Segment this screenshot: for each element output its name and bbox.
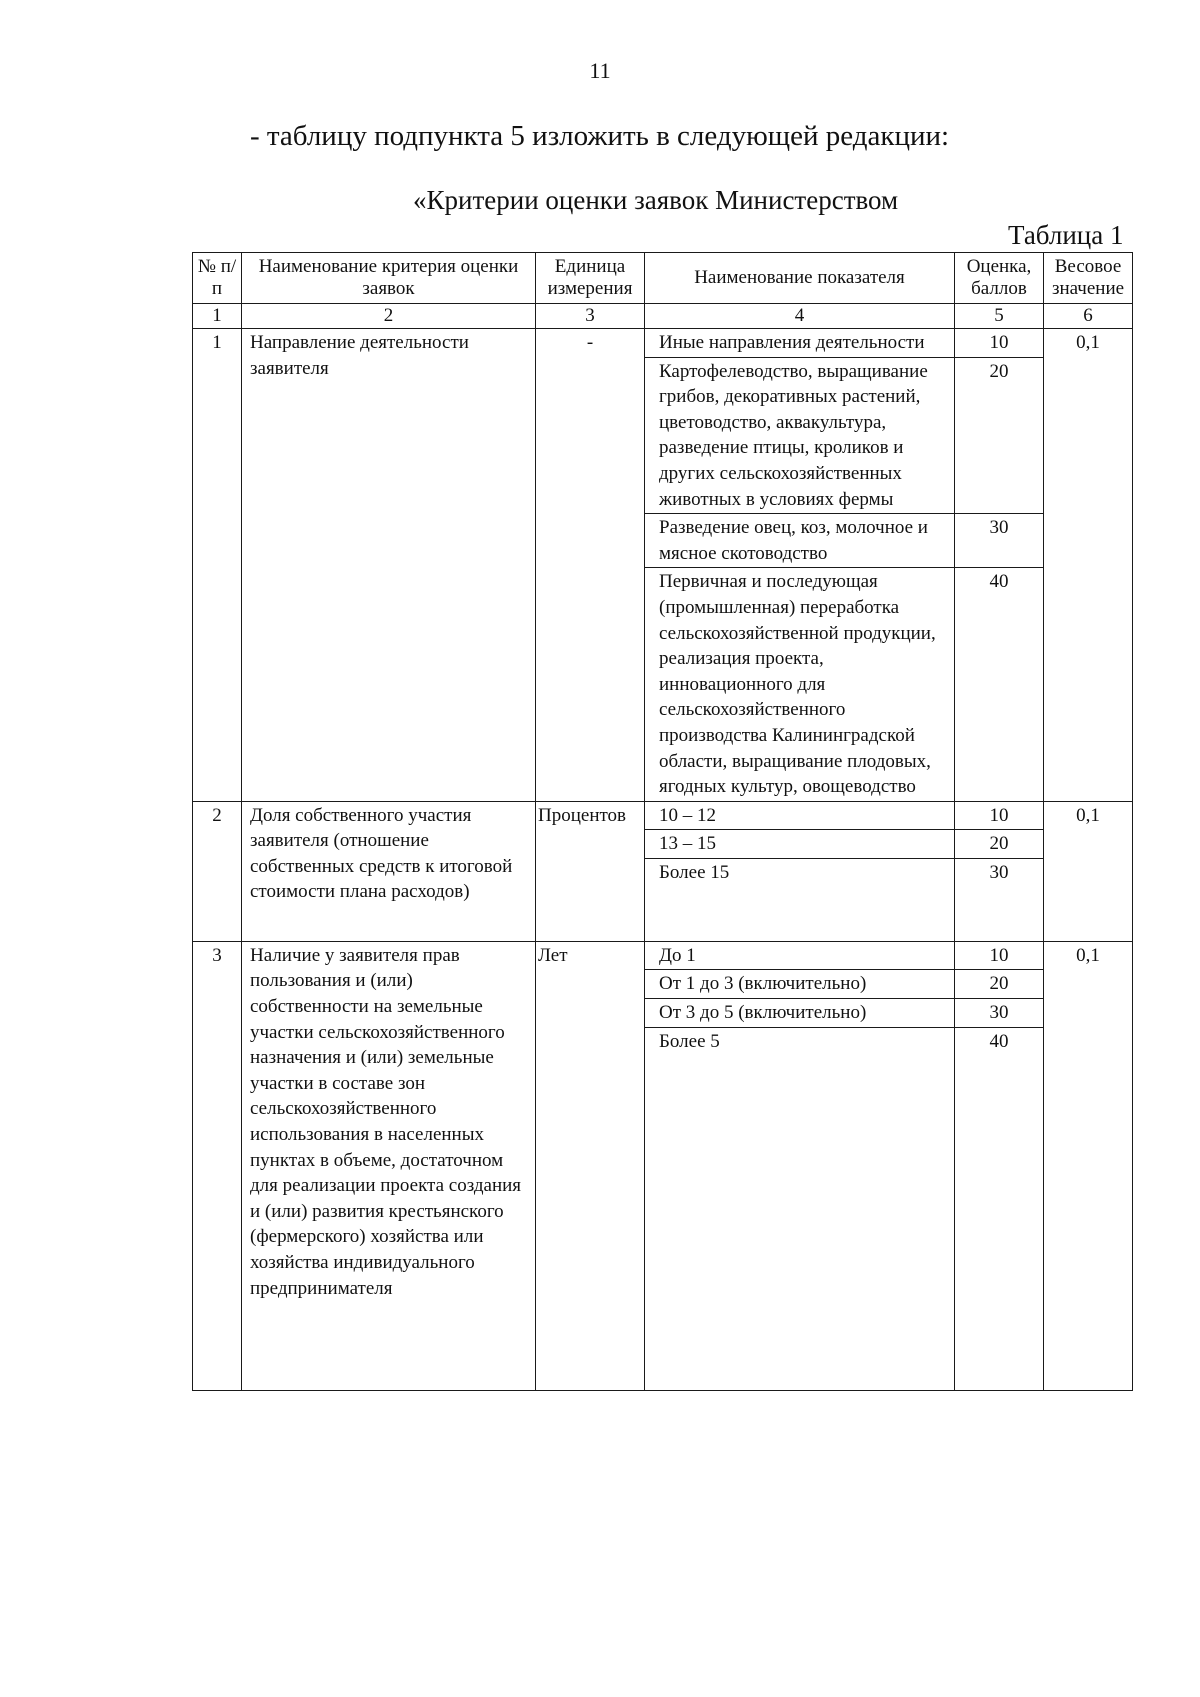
indicator-score: 20 [955,970,1044,999]
column-number: 2 [242,304,536,329]
unit: Процентов [536,801,645,941]
header-weight: Весовое значение [1044,253,1133,304]
page-number: 11 [589,58,611,83]
unit: Лет [536,941,645,1390]
table-row [193,329,1133,358]
indicator-name: Более 5 [645,1027,955,1390]
header-num: № п/п [193,253,242,304]
indicator-score: 40 [955,1027,1044,1390]
indicator-name: Иные направления деятельности [645,329,955,358]
table-row [193,801,1133,830]
indicator-score: 10 [955,329,1044,358]
indicator-score: 10 [955,801,1044,830]
indicator-name: До 1 [645,941,955,970]
criteria-table [192,252,1133,1391]
indicator-name: От 1 до 3 (включительно) [645,970,955,999]
table-row [193,941,1133,970]
row-number: 2 [193,801,242,941]
header-criterion: Наименование критерия оценки заявок [242,253,536,304]
header-indicator: Наименование показателя [645,253,955,304]
table-header-row [193,253,1133,304]
column-number: 1 [193,304,242,329]
column-number: 3 [536,304,645,329]
indicator-name: Первичная и последующая (промышленная) переработка сельскохозяйственной продукции, реализация проекта, инновационного для сельскохозяйственного производства Калининградской области, выращивание плодовых, ягодных культур, овощеводство [645,568,955,801]
row-number: 3 [193,941,242,1390]
criterion-name: Направление деятельности заявителя [242,329,536,802]
column-number: 5 [955,304,1044,329]
indicator-name: От 3 до 5 (включительно) [645,999,955,1028]
column-number: 6 [1044,304,1133,329]
table-label: Таблица 1 [1008,220,1124,250]
row-number: 1 [193,329,242,802]
indicator-score: 30 [955,999,1044,1028]
weight-value: 0,1 [1044,329,1133,802]
indicator-name: Разведение овец, коз, молочное и мясное скотоводство [645,514,955,568]
weight-value: 0,1 [1044,801,1133,941]
indicator-score: 30 [955,514,1044,568]
indicator-name: 13 – 15 [645,830,955,859]
indicator-score: 30 [955,858,1044,941]
criterion-name: Доля собственного участия заявителя (отношение собственных средств к итоговой стоимости плана расходов) [242,801,536,941]
indicator-score: 10 [955,941,1044,970]
indicator-score: 40 [955,568,1044,801]
header-unit: Единица измерения [536,253,645,304]
unit: - [536,329,645,802]
column-number: 4 [645,304,955,329]
indicator-name: Более 15 [645,858,955,941]
criterion-name: Наличие у заявителя прав пользования и (или) собственности на земельные участки сельскохозяйственного назначения и (или) земельные участки в составе зон сельскохозяйственного использования в населенных пунктах в объеме, достаточном для реализации проекта создания и (или) развития крестьянского (фермерского) хозяйства или хозяйства индивидуального предпринимателя [242,941,536,1390]
indicator-score: 20 [955,357,1044,514]
header-score: Оценка, баллов [955,253,1044,304]
weight-value: 0,1 [1044,941,1133,1390]
indicator-name: 10 – 12 [645,801,955,830]
column-number-row [193,304,1133,329]
instruction-text: - таблицу подпункта 5 изложить в следующей редакции: [250,120,950,152]
indicator-score: 20 [955,830,1044,859]
indicator-name: Картофелеводство, выращивание грибов, декоративных растений, цветоводство, аквакультура, разведение птицы, кроликов и других сельскохозяйственных животных в условиях фермы [645,357,955,514]
table-heading: «Критерии оценки заявок Министерством [413,185,899,215]
